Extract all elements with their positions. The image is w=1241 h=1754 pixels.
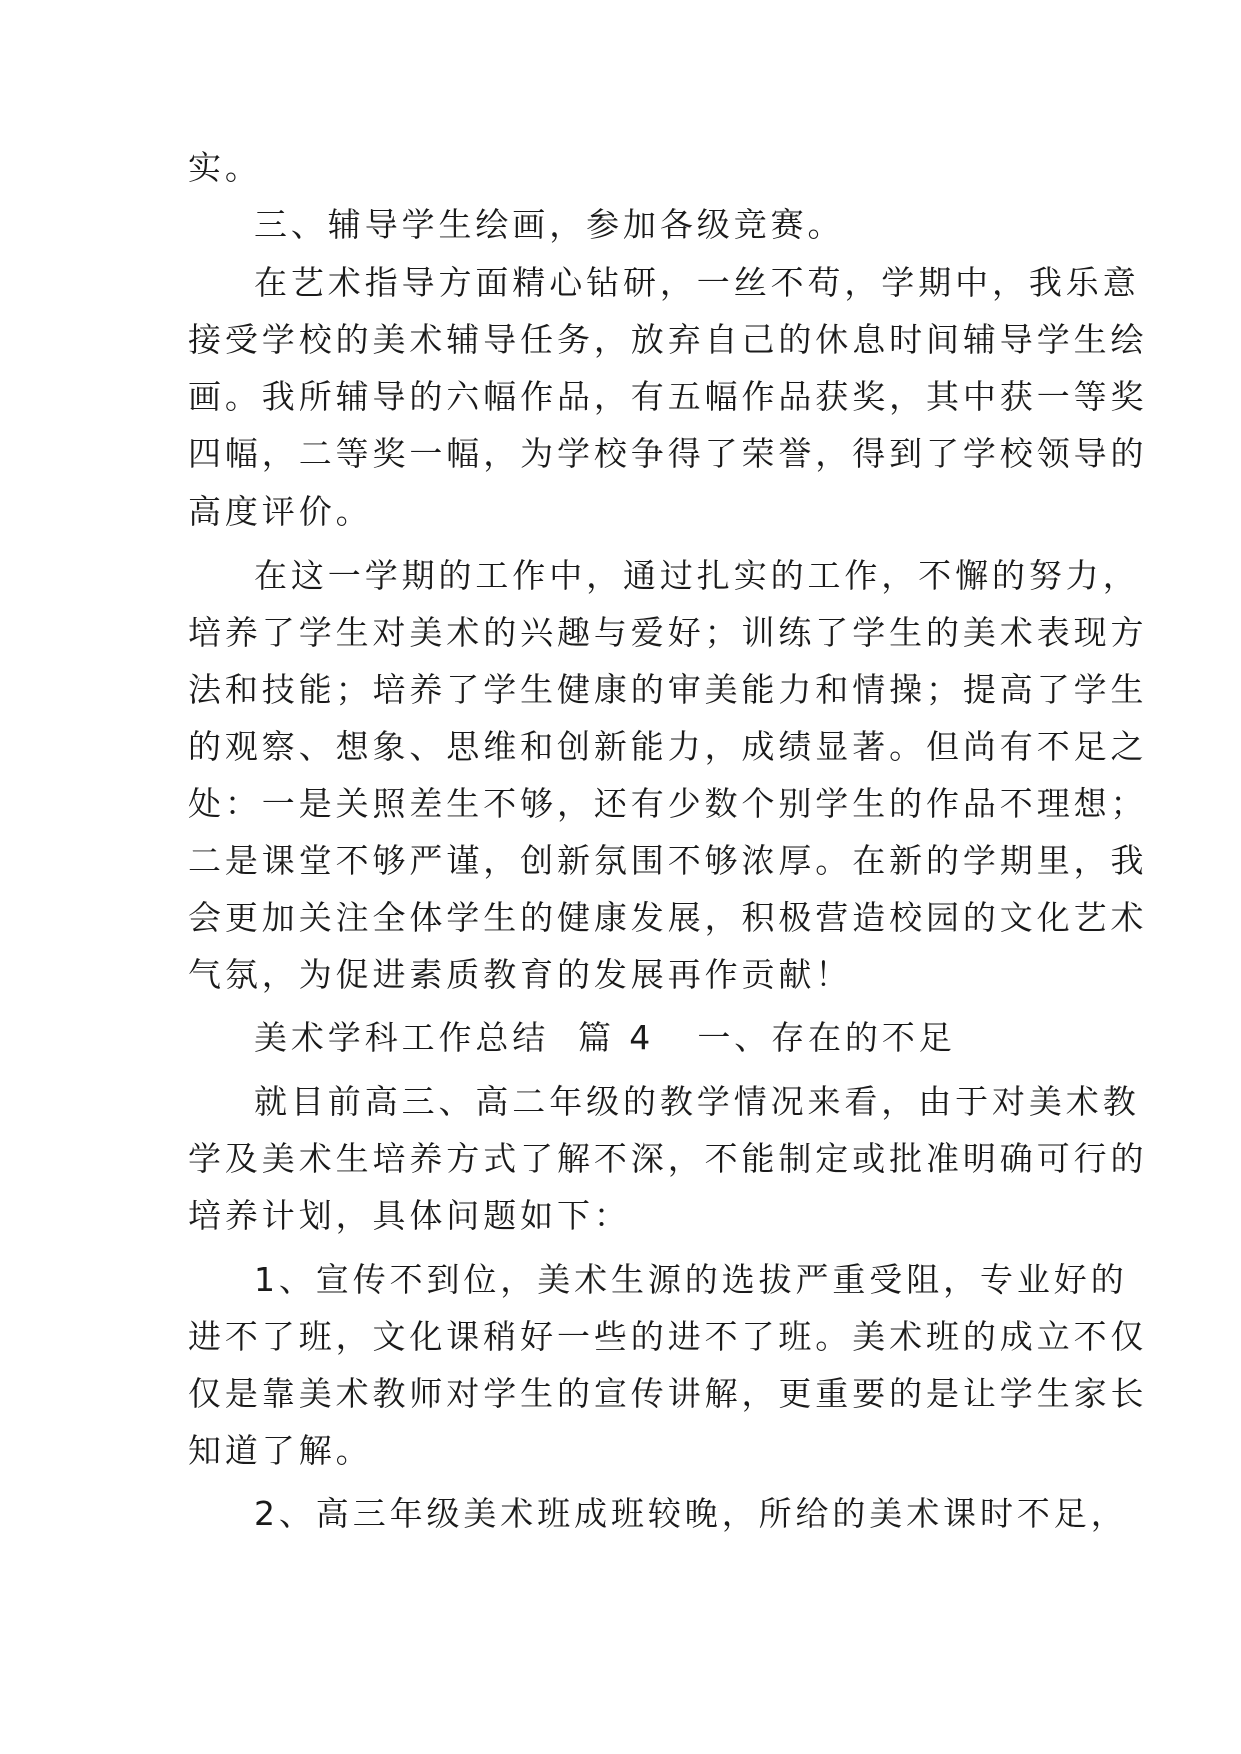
text-line: 的观察、想象、思维和创新能力，成绩显著。但尚有不足之 — [188, 727, 1148, 766]
text-line: 仅是靠美术教师对学生的宣传讲解，更重要的是让学生家长 — [188, 1374, 1148, 1413]
text-line: 1、宣传不到位，美术生源的选拔严重受阻，专业好的 — [254, 1260, 1128, 1299]
text-line: 2、高三年级美术班成班较晚，所给的美术课时不足， — [254, 1494, 1128, 1533]
section-heading: 三、辅导学生绘画，参加各级竞赛。 — [254, 205, 845, 244]
text-line: 学及美术生培养方式了解不深，不能制定或批准明确可行的 — [188, 1139, 1148, 1178]
text-line: 会更加关注全体学生的健康发展，积极营造校园的文化艺术 — [188, 898, 1148, 937]
text-line: 接受学校的美术辅导任务，放弃自己的休息时间辅导学生绘 — [188, 320, 1148, 359]
text-line: 四幅，二等奖一幅，为学校争得了荣誉，得到了学校领导的 — [188, 434, 1148, 473]
text-line: 高度评价。 — [188, 492, 373, 531]
text-line: 法和技能；培养了学生健康的审美能力和情操；提高了学生 — [188, 670, 1148, 709]
text-line: 处：一是关照差生不够，还有少数个别学生的作品不理想； — [188, 784, 1148, 823]
text-line: 培养计划，具体问题如下： — [188, 1196, 631, 1235]
text-line: 实。 — [188, 148, 262, 187]
text-line: 就目前高三、高二年级的教学情况来看，由于对美术教 — [254, 1082, 1140, 1121]
text-line: 进不了班，文化课稍好一些的进不了班。美术班的成立不仅 — [188, 1317, 1148, 1356]
text-line: 气氛，为促进素质教育的发展再作贡献！ — [188, 955, 853, 994]
text-line: 二是课堂不够严谨，创新氛围不够浓厚。在新的学期里，我 — [188, 841, 1148, 880]
text-line: 在这一学期的工作中，通过扎实的工作，不懈的努力， — [254, 556, 1140, 595]
section-heading: 美术学科工作总结 篇 4 一、存在的不足 — [254, 1018, 956, 1057]
text-line: 培养了学生对美术的兴趣与爱好；训练了学生的美术表现方 — [188, 613, 1148, 652]
text-line: 在艺术指导方面精心钻研，一丝不苟，学期中，我乐意 — [254, 263, 1140, 302]
text-line: 知道了解。 — [188, 1431, 373, 1470]
text-line: 画。我所辅导的六幅作品，有五幅作品获奖，其中获一等奖 — [188, 377, 1148, 416]
